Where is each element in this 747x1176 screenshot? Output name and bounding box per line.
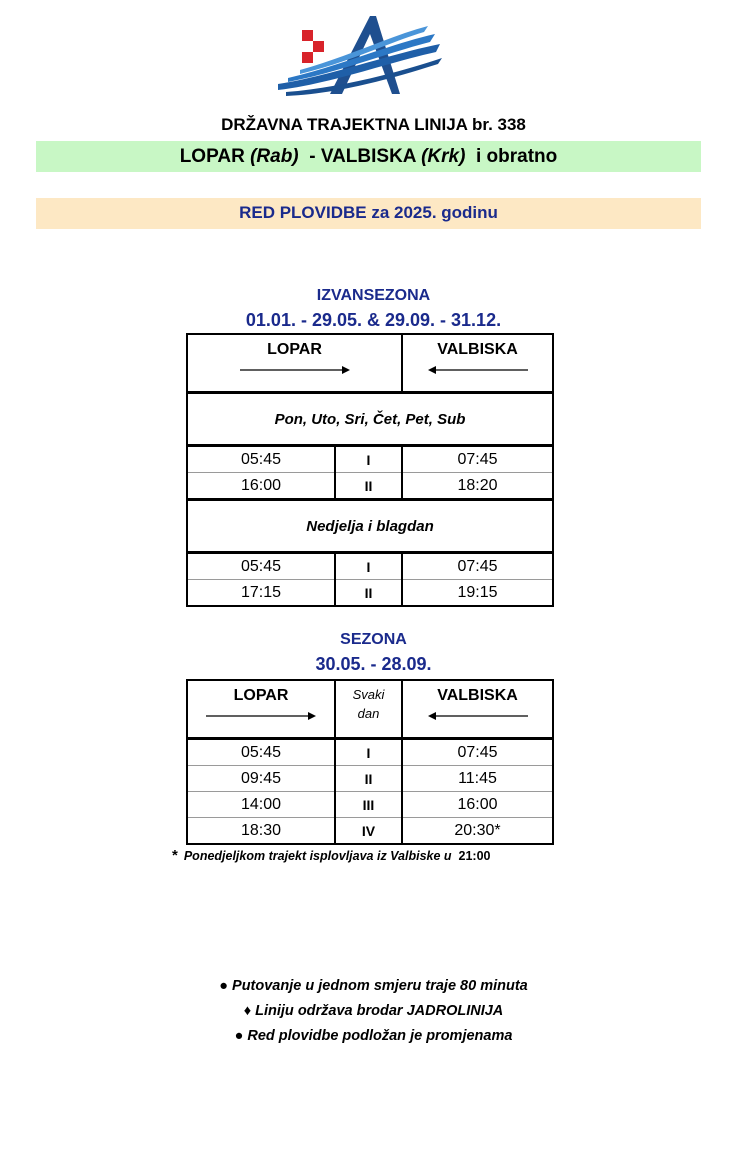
table-row	[187, 580, 553, 607]
departure-valbiska: 11:45	[402, 766, 553, 792]
arrow-right-icon	[206, 711, 316, 721]
jadrolinija-logo	[270, 14, 450, 98]
col-header-valbiska	[402, 334, 553, 393]
col-header-lopar-label: LOPAR	[267, 341, 322, 358]
table-row	[187, 818, 553, 845]
off-season-title: IZVANSEZONA	[316, 287, 431, 304]
season-timetable	[186, 679, 554, 845]
sailing-number: II	[335, 473, 402, 500]
sailing-number: I	[335, 739, 402, 766]
departure-lopar: 14:00	[187, 792, 335, 818]
departure-valbiska: 20:30*	[402, 818, 553, 845]
departure-lopar: 18:30	[187, 818, 335, 845]
day-group-weekdays: Pon, Uto, Sri, Čet, Pet, Sub	[187, 393, 553, 446]
route-from: LOPAR	[179, 146, 245, 167]
departure-lopar: 05:45	[187, 739, 335, 766]
footnote-time: 21:00	[458, 849, 491, 863]
route-from-island: (Rab)	[250, 146, 299, 167]
arrow-left-icon	[428, 365, 528, 375]
off-season-dates: 01.01. - 29.05. & 29.09. - 31.12.	[245, 310, 502, 330]
logo-red-square-1	[302, 30, 313, 41]
departure-lopar: 05:45	[187, 553, 335, 580]
arrow-right-icon	[240, 365, 350, 375]
departure-lopar: 09:45	[187, 766, 335, 792]
logo-red-square-3	[302, 52, 313, 63]
day-group-sunday-holiday: Nedjelja i blagdan	[187, 500, 553, 553]
footnote-star: *	[172, 847, 178, 864]
col-header-valbiska	[402, 680, 553, 739]
departure-valbiska: 07:45	[402, 446, 553, 473]
departure-valbiska: 07:45	[402, 553, 553, 580]
col-header-valbiska-label: VALBISKA	[437, 687, 518, 704]
departure-valbiska: 07:45	[402, 739, 553, 766]
route-dash: -	[309, 146, 316, 167]
sailing-number: II	[335, 766, 402, 792]
table-row	[187, 739, 553, 766]
note-duration: ● Putovanje u jednom smjeru traje 80 minuta	[219, 978, 528, 994]
table-row	[187, 766, 553, 792]
departure-lopar: 16:00	[187, 473, 335, 500]
departure-valbiska: 19:15	[402, 580, 553, 607]
route-to-island: (Krk)	[421, 146, 466, 167]
table-row	[187, 553, 553, 580]
season-title: SEZONA	[340, 631, 407, 648]
departure-valbiska: 16:00	[402, 792, 553, 818]
arrow-left-icon	[428, 711, 528, 721]
sailing-number: I	[335, 446, 402, 473]
note-subject-to-change: ● Red plovidbe podložan je promjenama	[234, 1028, 513, 1044]
route-title	[36, 146, 701, 168]
every-day-line-1: Svaki	[352, 687, 385, 702]
logo-red-square-2	[313, 41, 324, 52]
col-header-every-day	[335, 680, 402, 739]
line-title: DRŽAVNA TRAJEKTNA LINIJA br. 338	[221, 115, 526, 134]
every-day-line-2: dan	[357, 706, 380, 721]
schedule-title: RED PLOVIDBE za 2025. godinu	[239, 203, 498, 222]
col-header-lopar	[187, 334, 402, 393]
col-header-lopar-label: LOPAR	[233, 687, 289, 704]
departure-lopar: 05:45	[187, 446, 335, 473]
off-season-timetable	[186, 333, 554, 607]
route-suffix: i obratno	[476, 146, 558, 167]
departure-lopar: 17:15	[187, 580, 335, 607]
departure-valbiska: 18:20	[402, 473, 553, 500]
route-to: VALBISKA	[320, 146, 416, 167]
note-operator: ♦ Liniju održava brodar JADROLINIJA	[243, 1003, 504, 1019]
table-row	[187, 792, 553, 818]
sailing-number: III	[335, 792, 402, 818]
col-header-lopar	[187, 680, 335, 739]
col-header-valbiska-label: VALBISKA	[437, 341, 518, 358]
footnote-text: Ponedjeljkom trajekt isplovljava iz Valbiske u	[183, 849, 452, 863]
table-row	[187, 446, 553, 473]
season-dates: 30.05. - 28.09.	[315, 654, 432, 674]
footnote	[172, 847, 490, 864]
sailing-number: I	[335, 553, 402, 580]
sailing-number: II	[335, 580, 402, 607]
sailing-number: IV	[335, 818, 402, 845]
table-row	[187, 473, 553, 500]
